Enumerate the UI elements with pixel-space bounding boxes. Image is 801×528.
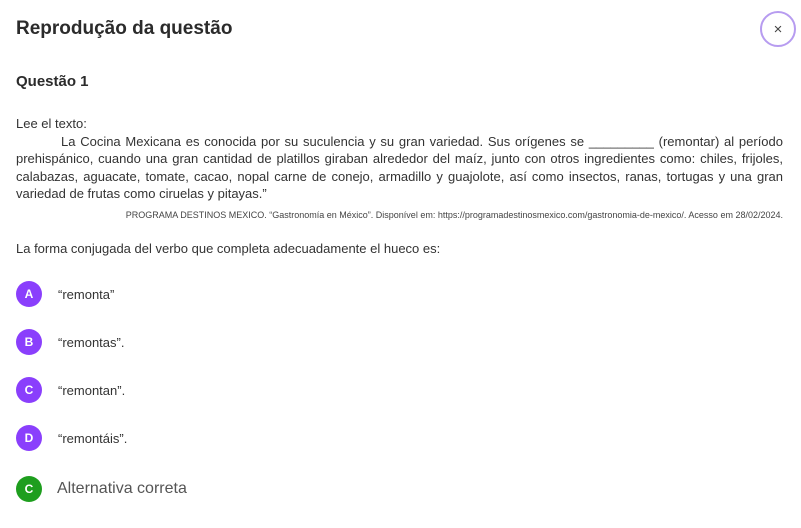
- question-prompt: La forma conjugada del verbo que completa adecuadamente el hueco es:: [16, 241, 441, 256]
- option-text: “remontan”.: [58, 382, 126, 398]
- correct-answer-label: Alternativa correta: [57, 480, 187, 497]
- modal-title: Reprodução da questão: [16, 18, 233, 39]
- option-d[interactable]: [16, 425, 127, 451]
- close-button[interactable]: [760, 11, 796, 47]
- option-letter-badge: A: [16, 281, 42, 307]
- question-title: Questão 1: [16, 73, 89, 90]
- option-letter-badge: C: [16, 377, 42, 403]
- passage-source: PROGRAMA DESTINOS MEXICO. “Gastronomía en México”. Disponível em: https://programadestinosmexico.com/gastronomia-de-mexico/. Acesso em 28/02/2024.: [125, 210, 783, 220]
- option-a[interactable]: [16, 281, 114, 307]
- option-b[interactable]: [16, 329, 124, 355]
- correct-answer: [16, 476, 187, 502]
- correct-answer-badge: C: [16, 476, 42, 502]
- question-intro: Lee el texto:: [16, 116, 87, 131]
- option-letter-badge: B: [16, 329, 42, 355]
- option-text: “remontas”.: [58, 334, 125, 350]
- option-letter-badge: D: [16, 425, 42, 451]
- question-passage: La Cocina Mexicana es conocida por su suculencia y su gran variedad. Sus orígenes se _________ (remontar) al período prehispánico, cuando una gran cantidad de platillos giraban alrededor del maíz, junto con otros ingredientes como: chiles, frijoles, calabazas, aguacate, tomate, cacao, nopal carne de conejo, armadillo y guajolote, así como insectos, ranas, tortugas y una gran variedad de frutas como ciruelas y pitayas.”: [16, 134, 783, 201]
- option-c[interactable]: [16, 377, 125, 403]
- option-text: “remontáis”.: [58, 430, 128, 446]
- close-icon: ×: [773, 20, 783, 38]
- option-text: “remonta”: [58, 286, 115, 302]
